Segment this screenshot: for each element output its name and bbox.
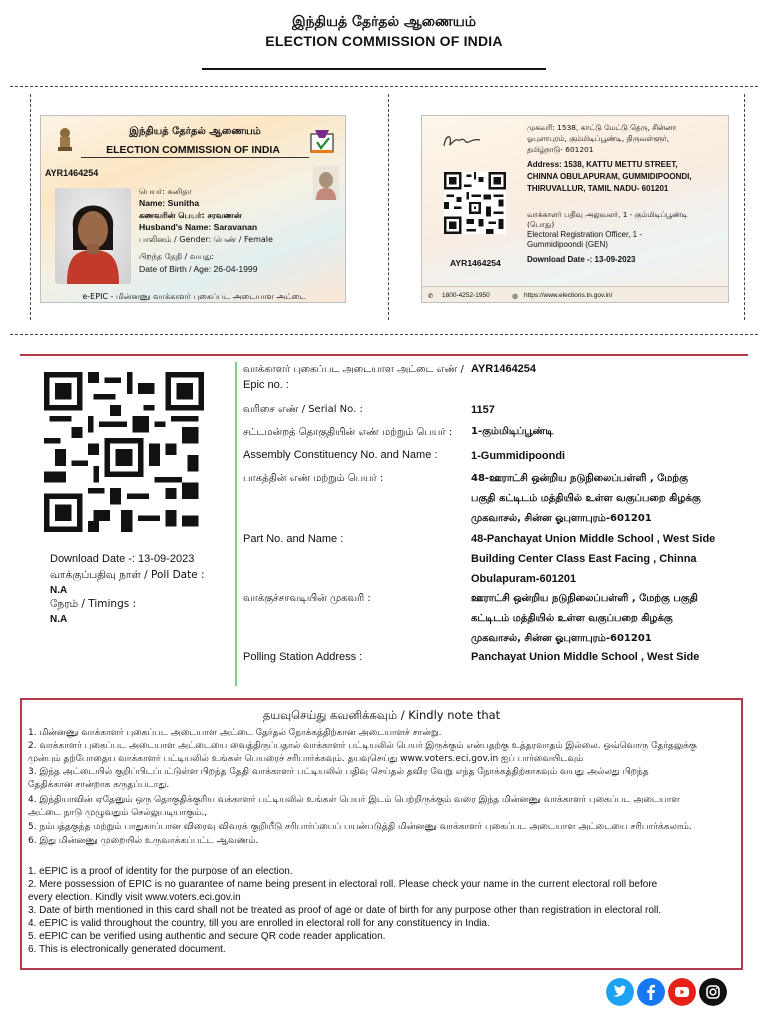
dob-english: Date of Birth / Age: 26-04-1999 xyxy=(139,264,258,274)
note-ta-1: 1. மின்னணு வாக்காளர் புகைப்பட அடையாள அட்டை தேர்தல் நோக்கத்திற்கான அடையாளச் சான்று. xyxy=(28,728,442,738)
note-ta-6: 6. இது மின்னணு முறையில் உருவாக்கப்பட்ட ஆவணம். xyxy=(28,836,259,846)
epic-label-english: Epic no. : xyxy=(243,379,289,391)
card-qr-code xyxy=(444,172,506,234)
download-date: Download Date -: 13-09-2023 xyxy=(50,553,195,565)
address-english-3: THIRUVALLUR, TAMIL NADU- 601201 xyxy=(527,184,669,193)
youtube-icon[interactable] xyxy=(668,978,696,1006)
note-en-3: 3. Date of birth mentioned in this card shall not be treated as proof of age or date of birth for any purpose other than registration in electoral roll. xyxy=(28,905,662,916)
part-label-english: Part No. and Name : xyxy=(243,533,344,545)
epic-value: AYR1464254 xyxy=(471,363,537,375)
globe-icon: ◍ xyxy=(512,293,518,300)
cut-line-right xyxy=(744,94,745,320)
ps-value-tamil-3: முகவாசல், சின்ன ஓபுளாபுரம்-601201 xyxy=(471,633,652,644)
note-en-1: 1. eEPIC is a proof of identity for the purpose of an election. xyxy=(28,866,293,877)
ac-label-tamil: சட்டமன்றத் தொகுதியின் எண் மற்றும் பெயர் : xyxy=(243,427,453,438)
notes-box xyxy=(20,698,743,970)
address-tamil-3: தமிழ்நாடு- 601201 xyxy=(527,145,594,154)
address-tamil-2: ஓபுளாபுரம், கும்மிடிப்பூண்டி, திருவள்ளூர், xyxy=(527,134,669,143)
notes-title: தயவுசெய்து கவனிக்கவும் / Kindly note that xyxy=(262,708,501,722)
card-epic-number: AYR1464254 xyxy=(45,168,99,178)
ps-label-english: Polling Station Address : xyxy=(243,651,363,663)
card-contact-bar xyxy=(422,286,729,303)
husband-name-tamil: கணவரின் பெயர்: சரவணன் xyxy=(139,211,242,220)
ps-value-tamil-1: ஊராட்சி ஒன்றிய நடுநிலைப்பள்ளி , மேற்கு பகுதி xyxy=(471,593,698,604)
note-ta-5: 5. நம்பத்தகுந்த மற்றும் பாதுகாப்பான விரைவு விவரக் குறியீடு சரிபார்ப்பைப் பயன்படுத்தி மின்னணு வாக்காளர் புகைப்பட அடையாள அட்டையை சரிபார்க்கலாம். xyxy=(28,822,692,832)
note-en-2a: 2. Mere possession of EPIC is no guarantee of name being present in electoral roll. Please check your name in the current electoral roll before xyxy=(28,879,658,890)
part-label-tamil: பாகத்தின் எண் மற்றும் பெயர் : xyxy=(243,473,384,484)
website-link[interactable]: https://www.elections.tn.gov.in/ xyxy=(524,292,613,299)
eci-logo-icon xyxy=(305,126,339,156)
husband-name-english: Husband's Name: Saravanan xyxy=(139,222,258,232)
note-ta-3a: 3. இந்த அட்டையில் குறிப்பிடப்பட்டுள்ள பிறந்த தேதி வாக்காளர் பட்டியலில் பதிவு செய்தல் தவிர வேறு எந்த நோக்கத்திற்காகவும் வயது அல்லது பிறந்த xyxy=(28,767,649,777)
part-value-tamil-2: பகுதி கட்டிடம் மத்தியில் உள்ள வகுப்பறை கிழக்கு xyxy=(471,493,701,504)
header-title-tamil: இந்தியத் தேர்தல் ஆணையம் xyxy=(291,14,477,30)
national-emblem-icon xyxy=(55,126,75,154)
helpline-number: 1800-4252-1950 xyxy=(442,292,490,299)
ps-label-tamil: வாக்குச்சாவடியின் முகவரி : xyxy=(243,593,371,604)
ps-value-english: Panchayat Union Middle School , West Side xyxy=(471,651,700,663)
twitter-icon[interactable] xyxy=(606,978,634,1006)
header-underline xyxy=(202,68,546,70)
facebook-icon[interactable] xyxy=(637,978,665,1006)
instagram-icon[interactable] xyxy=(699,978,727,1006)
voter-photo xyxy=(55,188,131,284)
officer-english-2: Gummidipoondi (GEN) xyxy=(527,240,608,249)
signature xyxy=(440,130,484,152)
name-tamil: பெயர்: சுனிதா xyxy=(139,187,192,196)
ps-value-tamil-2: கட்டிடம் மத்தியில் உள்ள வகுப்பறை கிழக்கு xyxy=(471,613,673,624)
header-title-english: ELECTION COMMISSION OF INDIA xyxy=(265,33,503,49)
part-value-tamil-3: முகவாசல், சின்ன ஓபுளாபுரம்-601201 xyxy=(471,513,652,524)
poll-date-label: வாக்குப்பதிவு நாள் / Poll Date : xyxy=(50,569,205,581)
card-back-epic-number: AYR1464254 xyxy=(450,258,501,268)
part-value-english-2: Building Center Class East Facing , Chinna xyxy=(471,553,697,565)
card-title-tamil: இந்தியத் தேர்தல் ஆணையம் xyxy=(129,126,261,137)
note-ta-4a: 4. இந்தியாவின் ஏதேனும் ஒரு தொகுதிக்குரிய வக்காளர் பட்டியலில் உங்கள் பெயர் இடம் பெற்றிருக்கும் வரை இந்த மின்னணு வாக்காளர் புகைப்பட அடையாள xyxy=(28,795,680,805)
address-english-2: CHINNA OBULAPURAM, GUMMIDIPOONDI, xyxy=(527,172,692,181)
serial-label: வரிசை எண் / Serial No. : xyxy=(243,404,363,415)
note-ta-2b: முன்பும் தற்போதைய வாக்காளர் பட்டியலில் உங்கள் பெயரைச் சரிபார்க்கவும். தயவுசெய்து www.voters.eci.gov.in ஐப் பார்வையிடவும் xyxy=(28,754,584,764)
ac-value-english: 1-Gummidipoondi xyxy=(471,450,566,462)
note-ta-2a: 2. வாக்காளர் புகைப்பட அடையாள அட்டையை வைத்திருப்பதால் வாக்காளர் பட்டியலில் பெயர் இருக்கும் என்பதற்கு உத்தரவாதம் இல்லை. ஒவ்வொரு தேர்தலுக்கு xyxy=(28,741,697,751)
card-title-english: ELECTION COMMISSION OF INDIA xyxy=(106,144,280,156)
officer-tamil-2: (பொது) xyxy=(527,220,555,229)
details-divider xyxy=(235,362,237,686)
cut-line-center xyxy=(388,94,389,320)
name-english: Name: Sunitha xyxy=(139,198,200,208)
part-value-tamil-1: 48-ஊராட்சி ஒன்றிய நடுநிலைப்பள்ளி , மேற்கு xyxy=(471,473,688,484)
note-en-2b: every election. Kindly visit www.voters.eci.gov.in xyxy=(28,892,241,903)
address-tamil-1: முகவரி: 1538, காட்டு மேட்டு தெரு, சின்னா xyxy=(527,123,677,132)
card-download-date: Download Date -: 13-09-2023 xyxy=(527,255,636,264)
officer-english-1: Electoral Registration Officer, 1 - xyxy=(527,230,643,239)
part-value-english-1: 48-Panchayat Union Middle School , West Side xyxy=(471,533,716,545)
dob-tamil: பிறந்த தேதி / வயது: xyxy=(139,252,215,261)
officer-tamil-1: வாக்காளர் பதிவு அலுவலர், 1 - கும்மிடிப்பூண்டி xyxy=(527,210,688,219)
ac-label-english: Assembly Constituency No. and Name : xyxy=(243,449,438,461)
cut-line-bottom xyxy=(10,334,758,335)
card-footer: e-EPIC - மின்னணு வாக்காளர் புகைப்பட அடையாள அட்டை xyxy=(82,292,306,301)
timings-label: நேரம் / Timings : xyxy=(50,598,137,610)
gender: பாலினம் / Gender: பெண் / Female xyxy=(139,235,273,244)
main-qr-code xyxy=(40,372,208,532)
note-ta-4b: அட்டை நாடு முழுவதும் செல்லுபடியாகும்., xyxy=(28,808,208,818)
cut-line-top xyxy=(10,86,758,87)
ac-value-tamil: 1-கும்மிடிப்பூண்டி xyxy=(471,426,554,437)
note-en-5: 5. eEPIC can be verified using authentic and secure QR code reader application. xyxy=(28,931,386,942)
note-en-4: 4. eEPIC is valid throughout the country, till you are enrolled in electoral roll for any constituency in India. xyxy=(28,918,490,929)
serial-value: 1157 xyxy=(471,404,495,416)
epic-card-back xyxy=(421,115,729,303)
poll-date-value: N.A xyxy=(50,585,68,596)
epic-label-tamil: வாக்காளர் புகைப்பட அடையாள அட்டை எண் / xyxy=(243,364,464,375)
address-english-1: Address: 1538, KATTU METTU STREET, xyxy=(527,160,678,169)
epic-card-front xyxy=(40,115,346,303)
card-title-rule xyxy=(81,157,309,158)
cut-line-left xyxy=(30,94,31,320)
details-top-border xyxy=(20,354,748,356)
note-ta-3b: தேதிக்கான சான்றாக கருதப்படாது. xyxy=(28,780,170,790)
timings-value: N.A xyxy=(50,614,68,625)
note-en-6: 6. This is electronically generated document. xyxy=(28,944,226,955)
ghost-photo xyxy=(313,166,339,200)
part-value-english-3: Obulapuram-601201 xyxy=(471,573,577,585)
page-header xyxy=(0,14,768,49)
phone-icon: ✆ xyxy=(428,293,434,300)
